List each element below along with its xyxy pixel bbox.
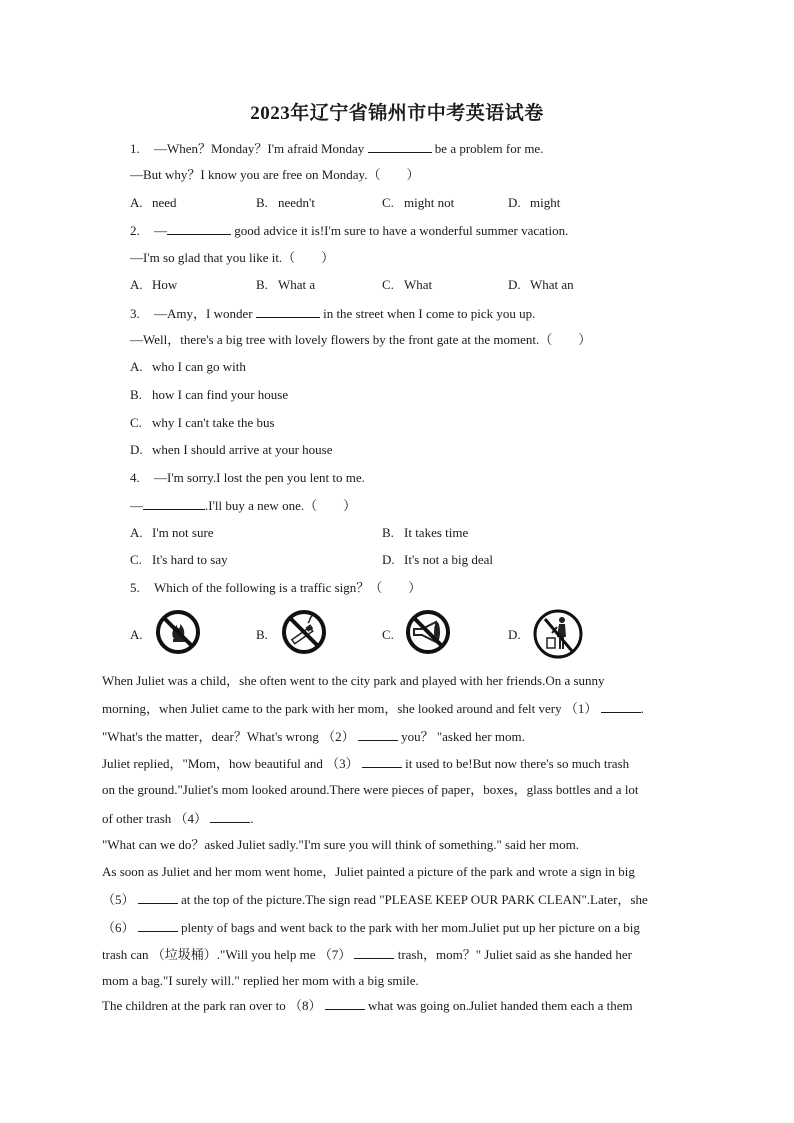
question-1-stem: 1. —When？Monday？I'm afraid Monday be a problem for me. — [130, 141, 544, 156]
answer-blank[interactable] — [601, 700, 641, 713]
question-number: 2. — [130, 223, 140, 238]
no-smoking-sign-icon[interactable] — [278, 609, 330, 655]
answer-blank[interactable] — [143, 497, 205, 510]
question-2-reply: —I'm so glad that you like it.（ ） — [130, 250, 335, 265]
question-3-stem: 3. —Amy，I wonder in the street when I come to pick you up. — [130, 306, 536, 321]
option-c-label[interactable]: C. — [382, 627, 394, 642]
question-4-reply: — .I'll buy a new one.（ ） — [130, 498, 357, 513]
question-3-reply: —Well，there's a big tree with lovely flowers by the front gate at the moment.（ ） — [130, 332, 592, 347]
option-b-label[interactable]: B. — [256, 627, 268, 642]
answer-blank[interactable] — [368, 140, 432, 153]
option-d[interactable]: D. might — [508, 195, 561, 210]
answer-blank[interactable] — [138, 891, 178, 904]
passage-line: When Juliet was a child，she often went to the city park and played with her friends.On a sunny — [102, 673, 605, 688]
option-b[interactable]: B. It takes time — [382, 525, 469, 540]
question-number: 1. — [130, 141, 140, 156]
question-5-stem: 5. Which of the following is a traffic sign？（ ） — [130, 580, 422, 595]
passage-line: （5） at the top of the picture.The sign read "PLEASE KEEP OUR PARK CLEAN".Later，she — [102, 892, 648, 907]
answer-blank[interactable] — [325, 997, 365, 1010]
passage-line: The children at the park ran over to （8） what was going on.Juliet handed them each a them — [102, 998, 633, 1013]
option-c[interactable]: C. why I can't take the bus — [130, 415, 275, 430]
passage-line: of other trash （4） . — [102, 811, 254, 826]
option-b[interactable]: B. needn't — [256, 195, 315, 210]
option-a[interactable]: A. I'm not sure — [130, 525, 214, 540]
question-number: 5. — [130, 580, 140, 595]
no-horn-sign-icon[interactable] — [402, 609, 454, 655]
option-d[interactable]: D. What an — [508, 277, 574, 292]
option-d[interactable]: D. It's not a big deal — [382, 552, 493, 567]
answer-blank[interactable] — [256, 305, 320, 318]
no-fire-sign-icon[interactable] — [152, 609, 204, 655]
question-number: 4. — [130, 470, 140, 485]
answer-blank[interactable] — [358, 728, 398, 741]
passage-line: "What can we do？asked Juliet sadly."I'm sure you will think of something." said her mom. — [102, 837, 580, 852]
page-title: 2023年辽宁省锦州市中考英语试卷 — [250, 103, 544, 124]
answer-blank[interactable] — [362, 755, 402, 768]
answer-blank[interactable] — [210, 810, 250, 823]
option-c[interactable]: C. might not — [382, 195, 455, 210]
question-1-reply: —But why？I know you are free on Monday.（ ） — [130, 167, 420, 182]
option-c[interactable]: C. What — [382, 277, 433, 292]
passage-line: "What's the matter，dear？What's wrong （2） you？ "asked her mom. — [102, 729, 525, 744]
passage-line: morning，when Juliet came to the park with her mom，she looked around and felt very （1） . — [102, 701, 644, 716]
option-d[interactable]: D. when I should arrive at your house — [130, 442, 333, 457]
passage-line: trash can （垃圾桶）."Will you help me （7） trash，mom？" Juliet said as she handed her — [102, 947, 632, 962]
option-b[interactable]: B. how I can find your house — [130, 387, 289, 402]
question-4-stem: 4. —I'm sorry.I lost the pen you lent to me. — [130, 470, 365, 485]
option-a[interactable]: A. need — [130, 195, 177, 210]
option-b[interactable]: B. What a — [256, 277, 316, 292]
option-a-label[interactable]: A. — [130, 627, 143, 642]
answer-blank[interactable] — [138, 919, 178, 932]
option-c[interactable]: C. It's hard to say — [130, 552, 228, 567]
passage-line: Juliet replied，"Mom，how beautiful and （3） it used to be!But now there's so much trash — [102, 756, 630, 771]
passage-line: on the ground."Juliet's mom looked around.There were pieces of paper，boxes，glass bottles and a lot — [102, 782, 639, 797]
no-littering-sign-icon[interactable] — [532, 607, 584, 661]
question-2-stem: 2. — good advice it is!I'm sure to have a wonderful summer vacation. — [130, 223, 569, 238]
option-d-label[interactable]: D. — [508, 627, 521, 642]
passage-line: （6） plenty of bags and went back to the park with her mom.Juliet put up her picture on a big — [102, 920, 640, 935]
option-a[interactable]: A. who I can go with — [130, 359, 246, 374]
answer-blank[interactable] — [354, 946, 394, 959]
option-a[interactable]: A. How — [130, 277, 178, 292]
answer-blank[interactable] — [167, 222, 231, 235]
passage-line: mom a bag."I surely will." replied her mom with a big smile. — [102, 973, 419, 988]
passage-line: As soon as Juliet and her mom went home，Juliet painted a picture of the park and wrote a sign in big — [102, 864, 635, 879]
question-number: 3. — [130, 306, 140, 321]
